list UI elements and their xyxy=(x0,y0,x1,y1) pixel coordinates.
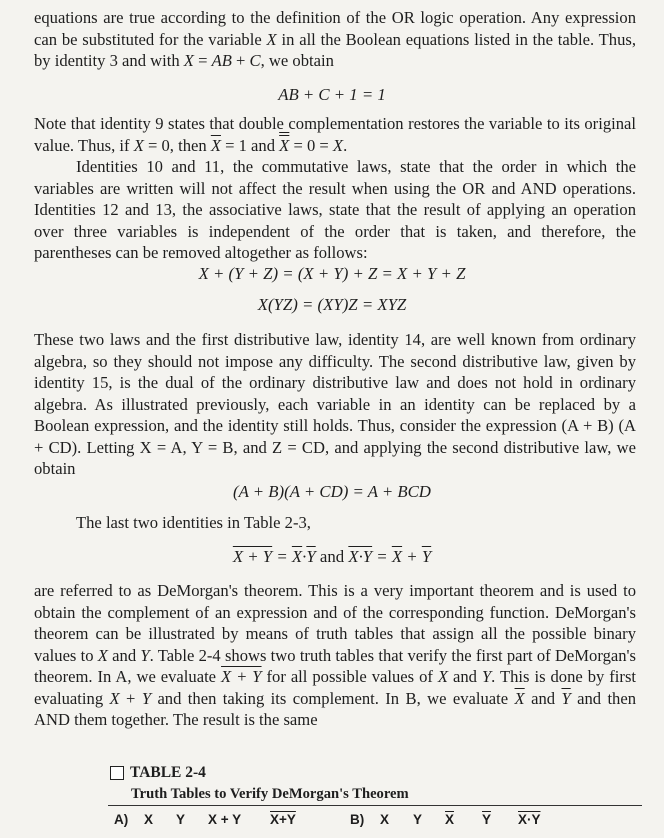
paragraph-last-identities: The last two identities in Table 2-3, xyxy=(76,513,311,532)
header-b: B) xyxy=(350,812,365,827)
equation-second-distributive: (A + B)(A + CD) = A + BCD xyxy=(233,482,431,501)
header-x-plus-y: X + Y xyxy=(208,812,242,827)
table-caption xyxy=(110,763,645,803)
table-top-rule xyxy=(108,805,642,806)
checkbox-icon xyxy=(110,766,124,780)
header-x-b: X xyxy=(380,812,390,827)
paragraph-demorgan-theorem: are referred to as DeMorgan's theorem. This is a very important theorem and is used to obtain the complement of an expression and of the corresponding function. DeMorgan's theorem can be illustrated by means of truth tables that assign all the possible binary values to X and Y. Table 2-4 shows two truth tables that verify the first part of DeMorgan's theorem. In A, we evaluate X + Y for all possible values of X and Y. This is done by first evaluating X + Y and then taking its complement. In B, we evaluate $\overline{X}$ and $\overline{Y}$ and then AND them together. The result is the same xyxy=(34,581,637,729)
paragraph-distributive-laws: These two laws and the first distributive law, identity 14, are well known from ordinary algebra, so they should not impose any difficulty. The second distributive law, given by identity 15, is the dual of the ordinary distributive law and does not hold in ordinary algebra. As illustrated previously, each variable in an identity can be replaced by a Boolean expression, and the identity still holds. Thus, consider the expression (A + B) (A + CD). Letting X = A, Y = B, and Z = CD, and applying the second distributive law, we obtain xyxy=(34,330,636,478)
table-title: Truth Tables to Verify DeMorgan's Theorem xyxy=(131,786,409,802)
header-not-y: $\overline{Y}$ xyxy=(482,812,492,827)
header-not-x-plus-y: X+Y xyxy=(270,812,296,827)
equation-demorgan: $X + Y = \overline{X}\cdot\overline{Y}$ and $X\cdot Y = \overline{X} + \overline{Y}$ xyxy=(232,547,432,566)
equation-associative-or: X + (Y + Z) = (X + Y) + Z = X + Y + Z xyxy=(198,264,466,283)
header-x: X xyxy=(144,812,154,827)
table-label-text: TABLE 2-4 xyxy=(130,764,206,781)
equation-identity-3: AB + C + 1 = 1 xyxy=(278,85,386,104)
header-y: Y xyxy=(176,812,186,827)
header-not-x: $\overline{X}$ xyxy=(445,812,455,827)
equation-associative-and: X(YZ) = (XY)Z = XYZ xyxy=(257,295,407,314)
header-not-x-and-not-y: X·Y xyxy=(518,812,541,827)
paragraph-or-operation: equations are true according to the definition of the OR logic operation. Any expression can be substituted for the variable X in all the Boolean equations listed in the table. Thus, by identity 3 and with X = AB + C, we obtain xyxy=(34,8,636,70)
header-y-b: Y xyxy=(413,812,423,827)
table-label xyxy=(110,763,645,782)
header-a: A) xyxy=(114,812,129,827)
paragraph-double-complementation: Note that identity 9 states that double complementation restores the variable to its original value. Thus, if X = 0, then $\overline{X} = 1$ and X = 0 = X. Identities 10 and 11, the commutative laws, state that the order in which the variables are written will not affect the result when using the OR and AND operations. Identities 12 and 13, the associative laws, state that the result of applying an operation over three variables is independent of the order that is taken, and therefore, the parentheses can be removed altogether as follows: xyxy=(34,114,636,262)
